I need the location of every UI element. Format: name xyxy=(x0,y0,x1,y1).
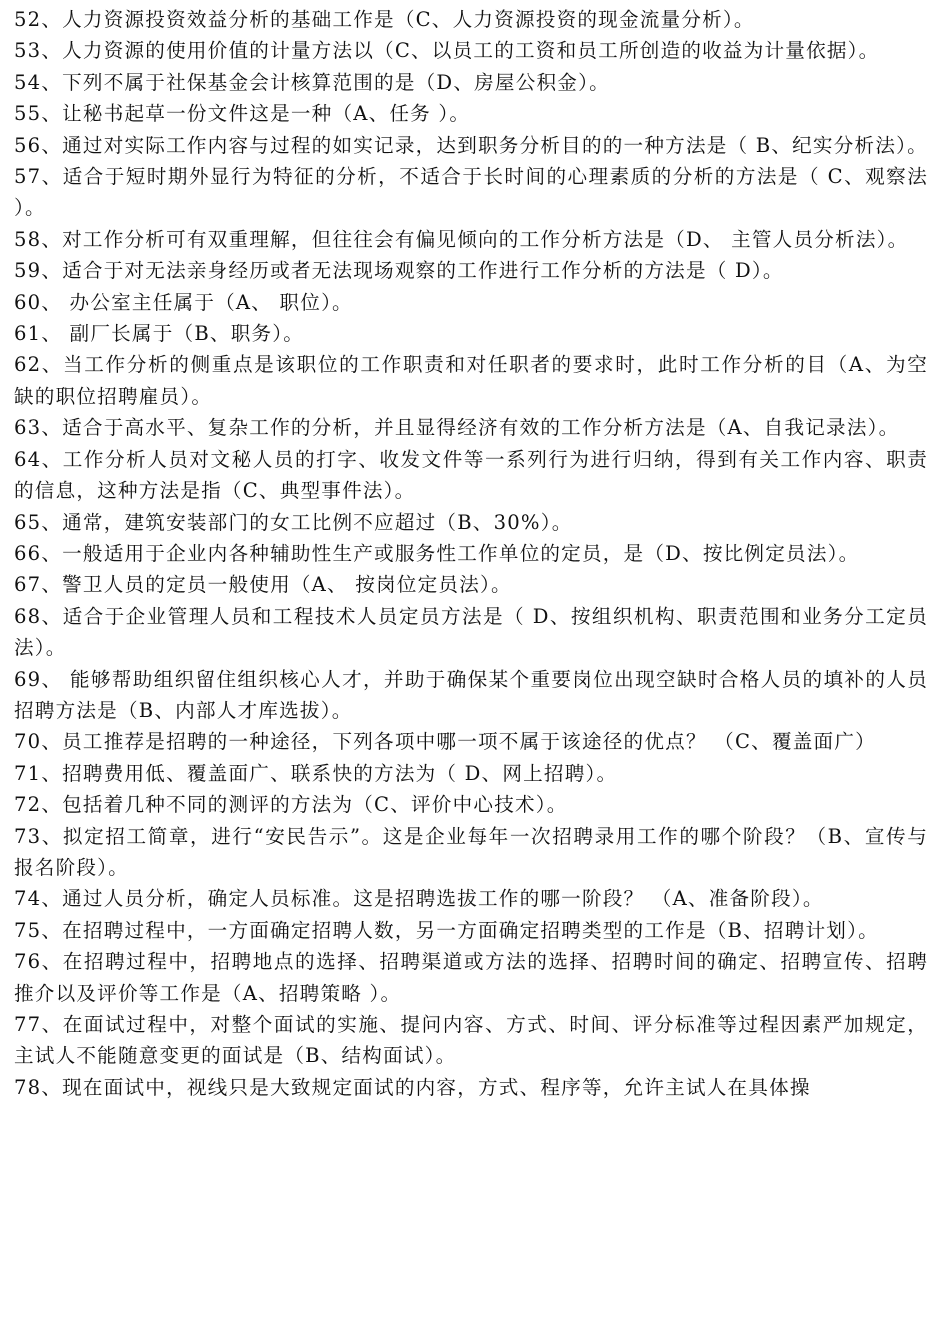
question-67: 67、警卫人员的定员一般使用（A、 按岗位定员法）。 xyxy=(14,573,512,597)
question-52: 52、人力资源投资效益分析的基础工作是（C、人力资源投资的现金流量分析）。 xyxy=(14,8,755,31)
question-54: 54、下列不属于社保基金会计核算范围的是（D、房屋公积金）。 xyxy=(14,70,610,94)
question-61: 61、 副厂长属于（B、职务）。 xyxy=(14,322,305,346)
question-57: 57、适合于短时期外显行为特征的分析，不适合于长时间的心理素质的分析的方法是（ C、观察法 ）。 xyxy=(14,165,928,220)
question-72: 72、包括着几种不同的测评的方法为（C、评价中心技术）。 xyxy=(14,793,568,817)
question-73: 73、拟定招工简章，进行“安民告示”。这是企业每年一次招聘录用工作的哪个阶段？（B、宣传与报名阶段）。 xyxy=(14,824,928,879)
question-77: 77、在面试过程中，对整个面试的实施、提问内容、方式、时间、评分标准等过程因素严加规定，主试人不能随意变更的面试是（B、结构面试）。 xyxy=(14,1013,928,1068)
question-62: 62、当工作分析的侧重点是该职位的工作职责和对任职者的要求时，此时工作分析的目（A、为空缺的职位招聘雇员）。 xyxy=(14,353,928,408)
question-78: 78、现在面试中，视线只是大致规定面试的内容，方式、程序等，允许主试人在具体操 xyxy=(14,1075,811,1099)
question-65: 65、通常，建筑安装部门的女工比例不应超过（B、30%）。 xyxy=(14,510,573,534)
question-69: 69、 能够帮助组织留住组织核心人才，并助于确保某个重要岗位出现空缺时合格人员的填补的人员招聘方法是（B、内部人才库选拔）。 xyxy=(14,667,928,722)
question-55: 55、让秘书起草一份文件这是一种（A、任务 ）。 xyxy=(14,102,471,126)
question-60: 60、 办公室主任属于（A、 职位）。 xyxy=(14,290,353,314)
question-76: 76、在招聘过程中，招聘地点的选择、招聘渠道或方法的选择、招聘时间的确定、招聘宣传、招聘推介以及评价等工作是（A、招聘策略 ）。 xyxy=(14,950,928,1005)
question-71: 71、招聘费用低、覆盖面广、联系快的方法为（ D、网上招聘）。 xyxy=(14,761,618,785)
question-53: 53、人力资源的使用价值的计量方法以（C、以员工的工资和员工所创造的收益为计量依据）。 xyxy=(14,39,880,63)
question-58: 58、对工作分析可有双重理解，但往往会有偏见倾向的工作分析方法是（D、 主管人员分析法）。 xyxy=(14,227,909,251)
question-56: 56、通过对实际工作内容与过程的如实记录，达到职务分析目的的一种方法是（ B、纪实分析法）。 xyxy=(14,133,928,157)
question-70: 70、员工推荐是招聘的一种途径，下列各项中哪一项不属于该途径的优点？ （C、覆盖面广） xyxy=(14,730,876,754)
question-66: 66、一般适用于企业内各种辅助性生产或服务性工作单位的定员，是（D、按比例定员法）。 xyxy=(14,541,860,565)
question-63: 63、适合于高水平、复杂工作的分析，并且显得经济有效的工作分析方法是（A、自我记录法）。 xyxy=(14,416,900,440)
question-68: 68、适合于企业管理人员和工程技术人员定员方法是（ D、按组织机构、职责范围和业务分工定员法）。 xyxy=(14,604,928,660)
question-75: 75、在招聘过程中，一方面确定招聘人数，另一方面确定招聘类型的工作是（B、招聘计划）。 xyxy=(14,918,879,942)
question-74: 74、通过人员分析，确定人员标准。这是招聘选拔工作的哪一阶段？ （A、准备阶段）。 xyxy=(14,887,824,911)
question-64: 64、工作分析人员对文秘人员的打字、收发文件等一系列行为进行归纳，得到有关工作内容、职责的信息，这种方法是指（C、典型事件法）。 xyxy=(14,447,928,503)
question-59: 59、适合于对无法亲身经历或者无法现场观察的工作进行工作分析的方法是（ D）。 xyxy=(14,259,784,283)
